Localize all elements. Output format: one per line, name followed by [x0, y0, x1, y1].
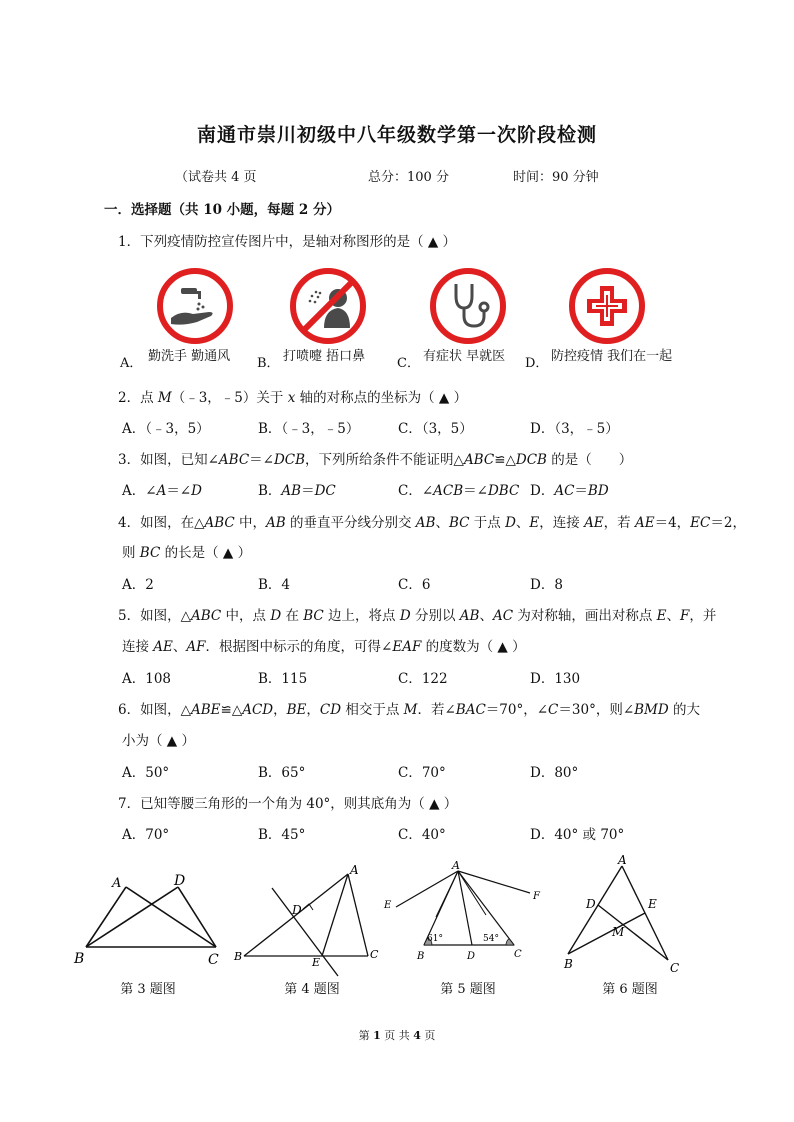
question-5-line-1: 5．如图，△ABC 中，点 D 在 BC 边上，将点 D 分别以 AB、AC 为对称轴，画出对称点 E、F，并 — [118, 608, 717, 624]
hand-wash-icon — [155, 266, 235, 346]
q2-option-c: C．（3，5） — [398, 421, 473, 437]
meta-pages: （试卷共 4 页 — [175, 170, 257, 185]
q7-option-b: B．45° — [258, 827, 306, 843]
figure-4 — [232, 860, 382, 980]
fig3-label-b: B — [74, 951, 85, 967]
figure-3 — [70, 865, 230, 970]
fig3-label-a: A — [112, 876, 122, 891]
q2-option-d: D．（3，﹣5） — [530, 421, 619, 437]
question-1: 1．下列疫情防控宣传图片中，是轴对称图形的是（ ▲ ） — [118, 234, 457, 250]
fig6-label-e: E — [648, 897, 657, 911]
q1-option-a-letter: A． — [120, 356, 143, 371]
q5-option-d: D．130 — [530, 671, 581, 687]
question-7: 7．已知等腰三角形的一个角为 40°，则其底角为（ ▲ ） — [118, 796, 458, 812]
fig5-label-b: B — [417, 951, 425, 962]
q4-option-d: D．8 — [530, 577, 563, 593]
question-4-line-1: 4．如图，在△ABC 中，AB 的垂直平分线分别交 AB、BC 于点 D、E，连接 AE，若 AE＝4，EC＝2， — [118, 515, 746, 531]
fig5-label-a: A — [452, 859, 460, 872]
q6-option-b: B．65° — [258, 765, 306, 781]
fig4-label-d: D — [292, 903, 302, 917]
fig6-label-m: M — [612, 925, 625, 939]
section-heading: 一．选择题（共 10 小题，每题 2 分） — [104, 202, 340, 218]
q3-option-b: B．AB＝DC — [258, 483, 336, 499]
q6-option-c: C．70° — [398, 765, 446, 781]
q1-option-b-label: 打喷嚏 捂口鼻 — [283, 349, 366, 364]
q1-option-d-label: 防控疫情 我们在一起 — [551, 349, 673, 364]
q6-option-a: A．50° — [122, 765, 170, 781]
stethoscope-icon — [428, 266, 508, 346]
question-3: 3．如图，已知∠ABC＝∠DCB，下列所给条件不能证明△ABC≌△DCB 的是（ ） — [118, 452, 633, 468]
figure-5 — [380, 855, 550, 967]
fig6-label-b: B — [564, 957, 573, 971]
fig5-label-e: E — [384, 900, 392, 911]
q7-option-c: C．40° — [398, 827, 446, 843]
q5-option-b: B．115 — [258, 671, 308, 687]
fig5-label-d: D — [467, 951, 476, 962]
medical-cross-icon — [567, 266, 647, 346]
question-6-line-2: 小为（ ▲ ） — [122, 733, 195, 749]
question-5-line-2: 连接 AE、AF．根据图中标示的角度，可得∠EAF 的度数为（ ▲ ） — [122, 639, 526, 655]
q1-option-b-letter: B． — [257, 356, 280, 371]
fig6-label-a: A — [618, 853, 627, 867]
fig3-label-c: C — [208, 952, 219, 968]
q6-option-d: D．80° — [530, 765, 579, 781]
fig6-label-c: C — [670, 961, 680, 975]
figure-6 — [556, 852, 686, 977]
page-title: 南通市崇川初级中八年级数学第一次阶段检测 — [196, 124, 597, 146]
q3-option-a: A．∠A＝∠D — [122, 483, 202, 499]
q7-option-a: A．70° — [122, 827, 170, 843]
q1-option-c-label: 有症状 早就医 — [423, 349, 506, 364]
q1-option-d-letter: D． — [525, 356, 549, 371]
q4-option-c: C．6 — [398, 577, 431, 593]
fig4-label-b: B — [234, 950, 243, 963]
fig4-label-c: C — [370, 948, 379, 961]
q4-option-a: A．2 — [122, 577, 154, 593]
question-2: 2．点 M（﹣3，﹣5）关于 x 轴的对称点的坐标为（ ▲ ） — [118, 390, 468, 406]
q5-option-a: A．108 — [122, 671, 172, 687]
q7-option-d: D．40° 或 70° — [530, 827, 625, 843]
q5-option-c: C．122 — [398, 671, 448, 687]
question-4-line-2: 则 BC 的长是（ ▲ ） — [122, 545, 252, 561]
q1-option-a-label: 勤洗手 勤通风 — [148, 349, 231, 364]
fig4-label-e: E — [312, 956, 321, 969]
fig5-caption: 第 5 题图 — [440, 982, 496, 997]
no-sneeze-icon — [288, 266, 368, 346]
fig5-angle-54: 54° — [483, 934, 499, 944]
q2-option-a: A．（﹣3，5） — [122, 421, 210, 437]
fig6-label-d: D — [586, 897, 596, 911]
page-footer: 第 1 页 共 4 页 — [358, 1029, 436, 1042]
fig6-caption: 第 6 题图 — [602, 982, 658, 997]
fig5-angle-61: 61° — [427, 934, 443, 944]
fig4-label-a: A — [350, 863, 359, 877]
q2-option-b: B．（﹣3，﹣5） — [258, 421, 360, 437]
question-6-line-1: 6．如图，△ABE≌△ACD，BE，CD 相交于点 M．若∠BAC＝70°，∠C＝30°，则∠BMD 的大 — [118, 702, 701, 718]
fig5-label-f: F — [533, 891, 540, 902]
q3-option-d: D．AC＝BD — [530, 483, 609, 499]
q1-option-c-letter: C． — [397, 356, 420, 371]
q3-option-c: C．∠ACB＝∠DBC — [398, 483, 520, 499]
fig4-caption: 第 4 题图 — [284, 982, 340, 997]
fig5-label-c: C — [514, 949, 522, 960]
fig3-caption: 第 3 题图 — [120, 982, 176, 997]
fig3-label-d: D — [174, 873, 186, 889]
meta-score: 总分：100 分 — [368, 170, 449, 185]
meta-time: 时间：90 分钟 — [513, 170, 599, 185]
q4-option-b: B．4 — [258, 577, 291, 593]
